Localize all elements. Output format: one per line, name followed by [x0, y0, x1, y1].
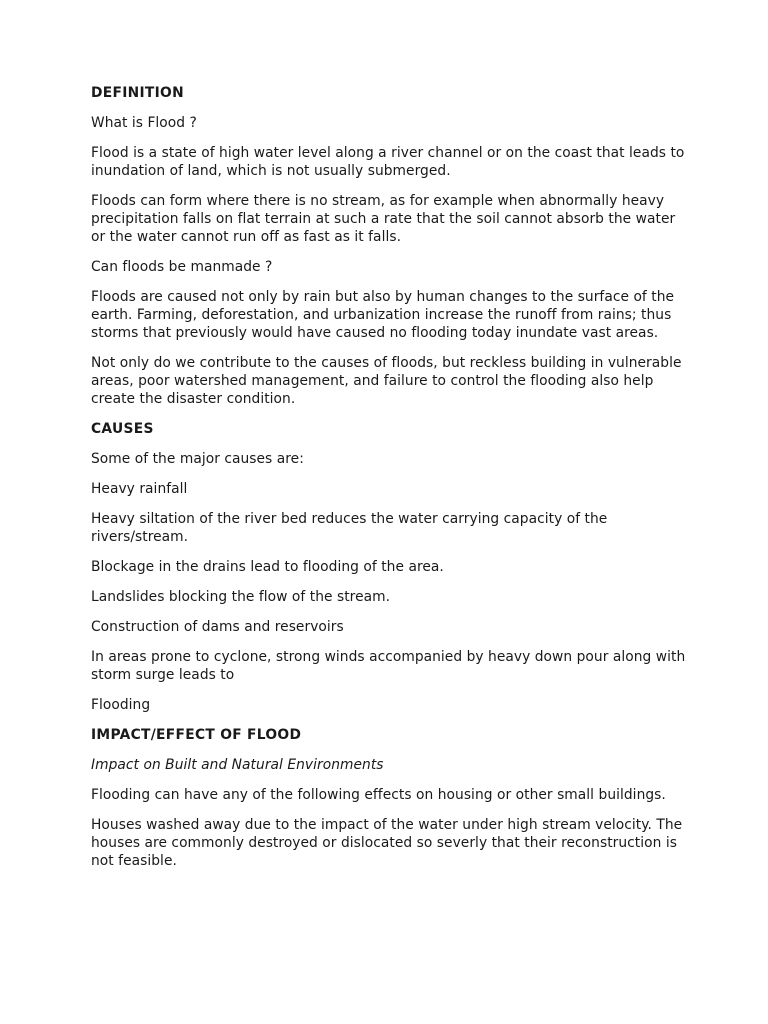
question-what-is-flood: What is Flood ? [91, 115, 197, 131]
paragraph: Some of the major causes are: [91, 451, 304, 467]
cause-item: Heavy rainfall [91, 481, 188, 497]
cause-item: Landslides blocking the flow of the stream. [91, 589, 391, 605]
paragraph: Floods are caused not only by rain but also by human changes to the surface of the earth. Farming, deforestation, and urbanization increase the runoff from rains; thus storms that previously would have caused no flooding today inundate vast areas. [91, 289, 675, 341]
document-page [91, 84, 691, 882]
cause-item: Construction of dams and reservoirs [91, 619, 344, 635]
paragraph: Flood is a state of high water level along a river channel or on the coast that leads to inundation of land, which is not usually submerged. [91, 145, 685, 179]
paragraph: Not only do we contribute to the causes of floods, but reckless building in vulnerable areas, poor watershed management, and failure to control the flooding also help create the disaster condition. [91, 355, 682, 407]
paragraph: Flooding can have any of the following effects on housing or other small buildings. [91, 787, 666, 803]
cause-item: Heavy siltation of the river bed reduces the water carrying capacity of the rivers/stream. [91, 511, 608, 545]
heading-impact-effect: IMPACT/EFFECT OF FLOOD [91, 727, 302, 743]
paragraph: Floods can form where there is no stream, as for example when abnormally heavy precipitation falls on flat terrain at such a rate that the soil cannot absorb the water or the water cannot run off as fast as it falls. [91, 193, 676, 245]
cause-item: Flooding [91, 697, 151, 713]
subheading-built-natural: Impact on Built and Natural Environments [91, 757, 384, 773]
heading-definition: DEFINITION [91, 85, 184, 101]
paragraph: Houses washed away due to the impact of the water under high stream velocity. The houses are commonly destroyed or dislocated so severly that their reconstruction is not feasible. [91, 817, 683, 869]
cause-item: In areas prone to cyclone, strong winds accompanied by heavy down pour along with storm surge leads to [91, 649, 686, 683]
heading-causes: CAUSES [91, 421, 154, 437]
question-manmade-floods: Can floods be manmade ? [91, 259, 273, 275]
cause-item: Blockage in the drains lead to flooding of the area. [91, 559, 444, 575]
